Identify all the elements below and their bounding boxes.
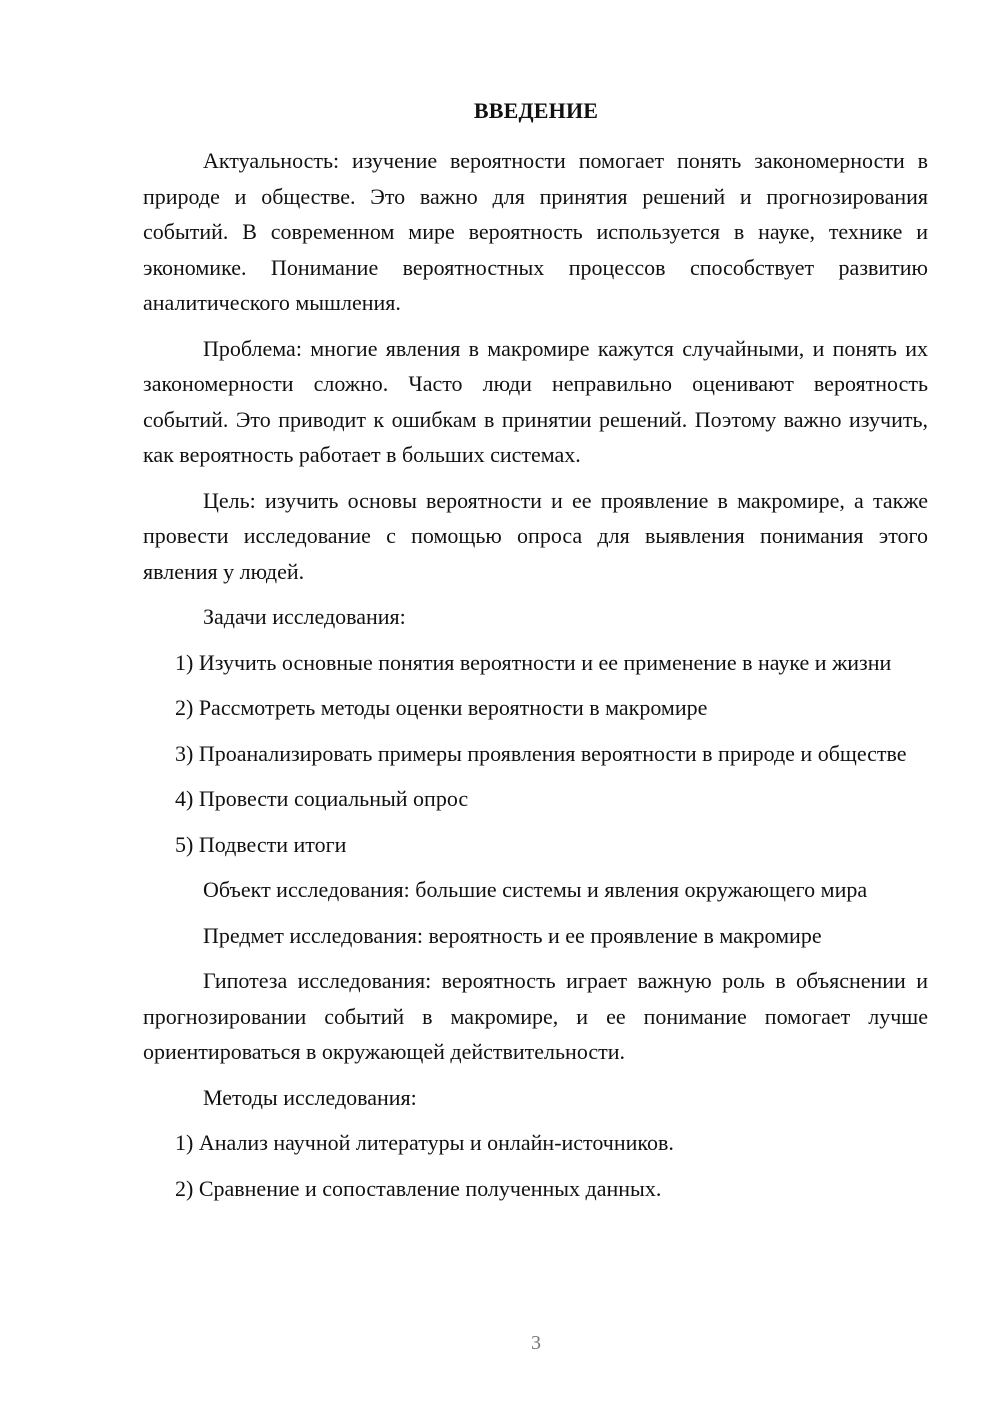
paragraph-subject: Предмет исследования: вероятность и ее проявление в макромире <box>203 922 822 948</box>
list-item: 1) Изучить основные понятия вероятности и ее применение в науке и жизни <box>175 649 892 675</box>
page-number: 3 <box>531 1332 541 1354</box>
tasks-title: Задачи исследования: <box>203 604 406 629</box>
paragraph-object: Объект исследования: большие системы и явления окружающего мира <box>203 877 868 902</box>
document-body <box>143 143 928 1216</box>
page-title: ВВЕДЕНИЕ <box>473 98 599 123</box>
list-item: 2) Рассмотреть методы оценки вероятности в макромире <box>175 695 708 720</box>
list-item: 2) Сравнение и сопоставление полученных данных. <box>175 1175 662 1201</box>
list-item: 3) Проанализировать примеры проявления вероятности в природе и обществе <box>175 740 907 766</box>
paragraph-hypothesis: Гипотеза исследования: вероятность играет важную роль в объяснении и прогнозировании событий в макромире, и ее понимание помогает лучше ориентироваться в окружающей действительности. <box>143 968 928 1064</box>
paragraph-goal: Цель: изучить основы вероятности и ее проявление в макромире, а также провести исследование с помощью опроса для выявления понимания этого явления у людей. <box>143 487 928 584</box>
paragraph-relevance: Актуальность: изучение вероятности помогает понять закономерности в природе и обществе. Это важно для принятия решений и прогнозирования событий. В современном мире вероятность используется в науке, технике и экономике. Понимание вероятностных процессов способствует развитию аналитического мышления. <box>143 148 928 315</box>
methods-title: Методы исследования: <box>203 1084 417 1110</box>
paragraph-problem: Проблема: многие явления в макромире кажутся случайными, и понять их закономерности сложно. Часто люди неправильно оценивают вероятность событий. Это приводит к ошибкам в принятии решений. Поэтому важно изучить, как вероятность работает в больших системах. <box>143 335 928 467</box>
list-item: 1) Анализ научной литературы и онлайн-источников. <box>175 1130 674 1155</box>
list-item: 4) Провести социальный опрос <box>175 786 469 811</box>
list-item: 5) Подвести итоги <box>175 831 347 857</box>
